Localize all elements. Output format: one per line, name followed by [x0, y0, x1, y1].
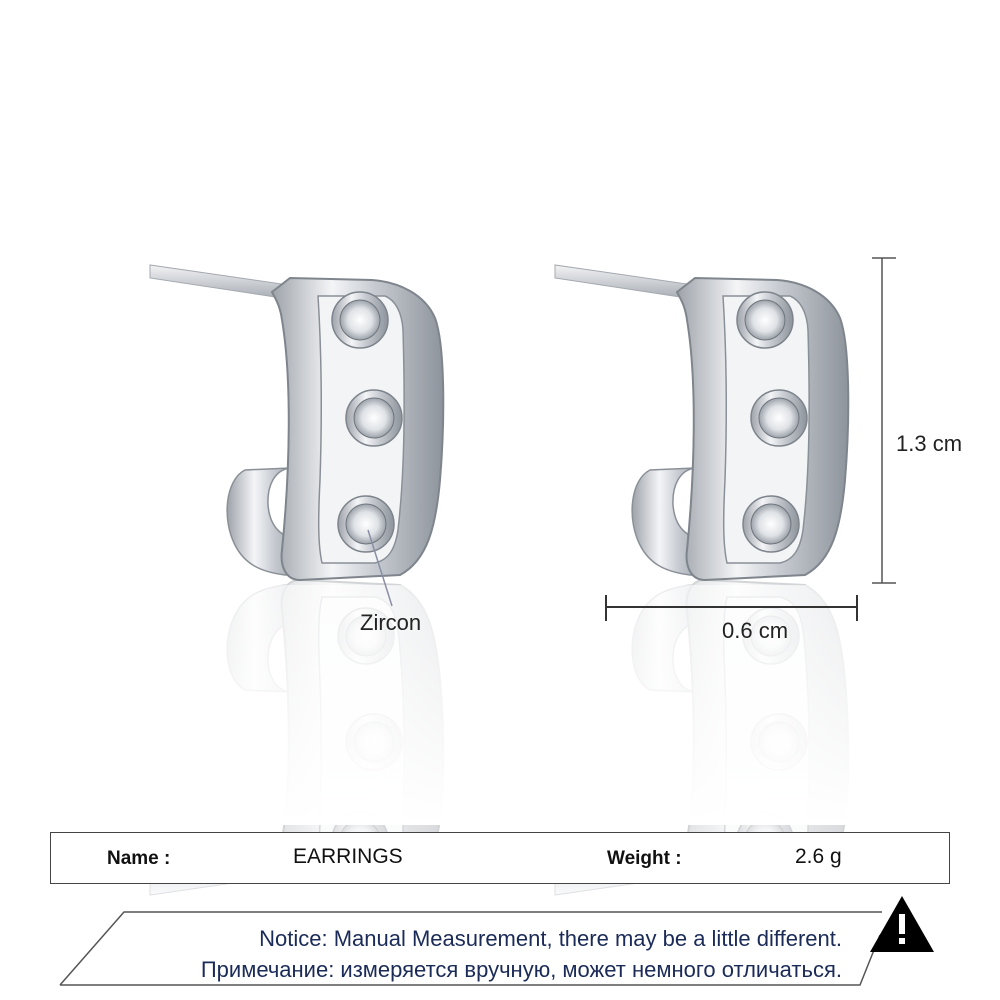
warning-triangle-icon: [868, 894, 936, 954]
name-value: EARRINGS: [293, 845, 403, 868]
notice-russian: Примечание: измеряется вручную, может немного отличаться.: [200, 957, 842, 982]
weight-value: 2.6 g: [795, 845, 842, 868]
zircon-label: Zircon: [360, 610, 422, 635]
name-label: Name :: [107, 848, 171, 869]
height-label: 1.3 cm: [896, 431, 963, 456]
info-box: [50, 832, 950, 884]
notice-english: Notice: Manual Measurement, there may be a little different.: [259, 926, 842, 951]
height-dimension: [872, 258, 896, 583]
width-label: 0.6 cm: [722, 618, 789, 643]
weight-label: Weight :: [607, 848, 682, 869]
